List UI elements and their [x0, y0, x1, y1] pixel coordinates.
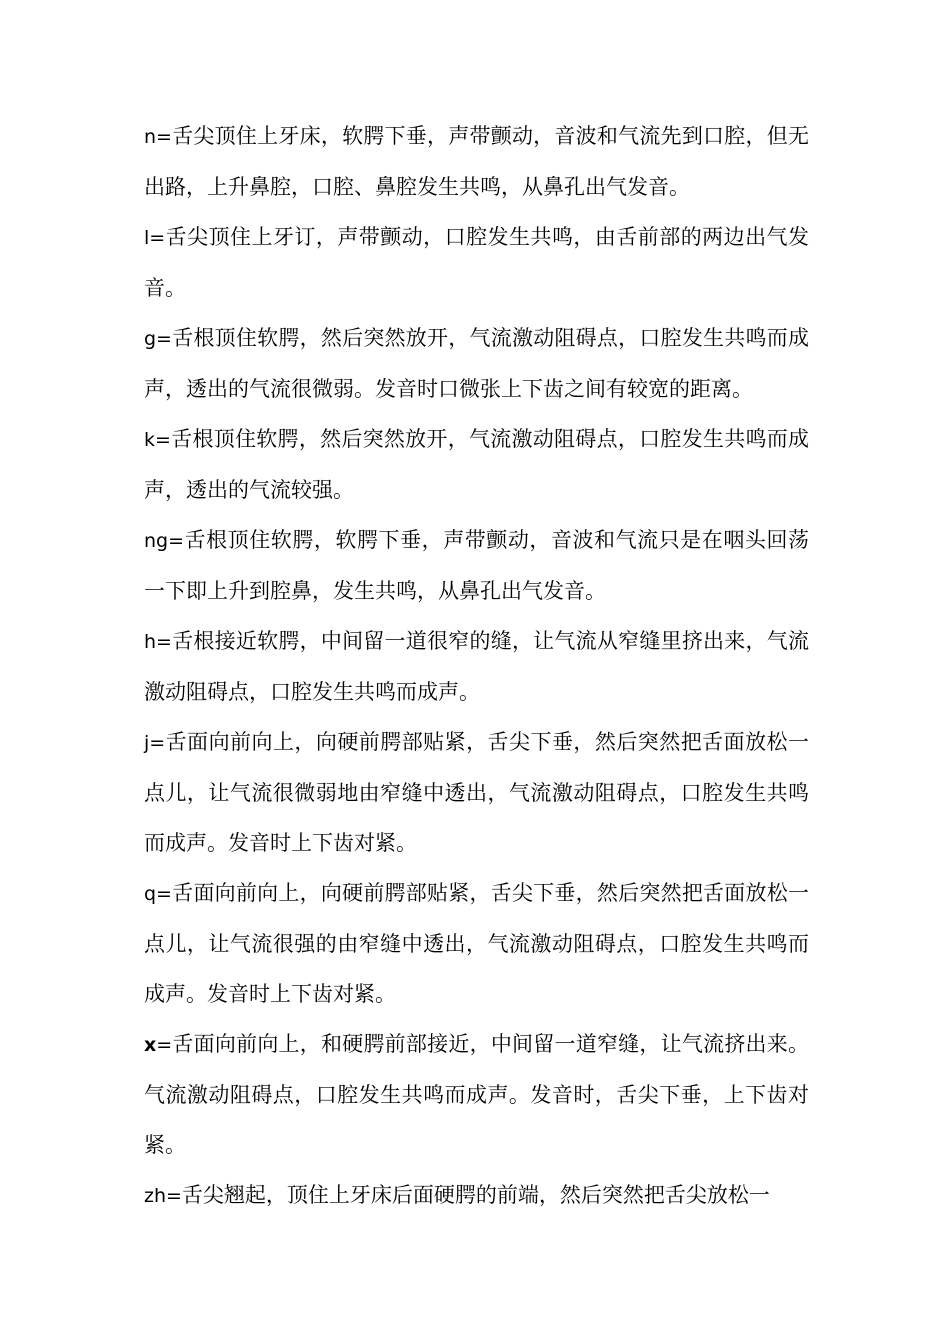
initial-label: g=: [144, 328, 172, 350]
initial-label: h=: [144, 631, 172, 653]
initial-label: x: [144, 1034, 157, 1056]
paragraph-n: [144, 111, 809, 212]
paragraph-text: 舌尖顶住上牙订，声带颤动，口腔发生共鸣，由舌前部的两边出气发音。: [144, 225, 809, 300]
initial-equals: =: [156, 1034, 173, 1056]
paragraph-text: 舌尖顶住上牙床，软腭下垂，声带颤动，音波和气流先到口腔，但无出路，上升鼻腔，口腔、鼻腔发生共鸣，从鼻孔出气发音。: [144, 124, 809, 199]
initial-label: j=: [144, 732, 166, 754]
paragraph-j: [144, 717, 809, 868]
paragraph-text: 舌根顶住软腭，然后突然放开，气流激动阻碍点，口腔发生共鸣而成声，透出的气流很微弱。发音时口微张上下齿之间有较宽的距离。: [144, 326, 809, 401]
initial-label: q=: [144, 883, 172, 905]
initial-label: k=: [144, 429, 171, 451]
paragraph-x: [144, 1019, 809, 1170]
paragraph-h: [144, 616, 809, 717]
initial-label: ng=: [144, 530, 185, 552]
initial-label: l=: [144, 227, 166, 249]
paragraph-k: [144, 414, 809, 515]
paragraph-text: 舌面向前向上，向硬前腭部贴紧，舌尖下垂，然后突然把舌面放松一点儿，让气流很强的由窄缝中透出，气流激动阻碍点，口腔发生共鸣而成声。发音时上下齿对紧。: [144, 881, 809, 1006]
paragraph-text: 舌面向前向上，向硬前腭部贴紧，舌尖下垂，然后突然把舌面放松一点儿，让气流很微弱地由窄缝中透出，气流激动阻碍点，口腔发生共鸣而成声。发音时上下齿对紧。: [144, 730, 809, 855]
document-body: [144, 111, 809, 1221]
paragraph-l: [144, 212, 809, 313]
paragraph-text: 舌面向前向上，和硬腭前部接近，中间留一道窄缝，让气流挤出来。气流激动阻碍点，口腔发生共鸣而成声。发音时，舌尖下垂，上下齿对紧。: [144, 1032, 809, 1157]
paragraph-q: [144, 868, 809, 1019]
paragraph-text: 舌根顶住软腭，然后突然放开，气流激动阻碍点，口腔发生共鸣而成声，透出的气流较强。: [144, 427, 809, 502]
paragraph-text: 舌尖翘起，顶住上牙床后面硬腭的前端，然后突然把舌尖放松一: [181, 1183, 770, 1207]
paragraph-ng: [144, 515, 809, 616]
initial-label: zh=: [144, 1185, 182, 1207]
paragraph-text: 舌根顶住软腭，软腭下垂，声带颤动，音波和气流只是在咽头回荡一下即上升到腔鼻，发生共鸣，从鼻孔出气发音。: [144, 528, 809, 603]
paragraph-text: 舌根接近软腭，中间留一道很窄的缝，让气流从窄缝里挤出来，气流激动阻碍点，口腔发生共鸣而成声。: [144, 629, 809, 704]
paragraph-zh: [144, 1170, 809, 1221]
paragraph-g: [144, 313, 809, 414]
initial-label: n=: [144, 126, 172, 148]
